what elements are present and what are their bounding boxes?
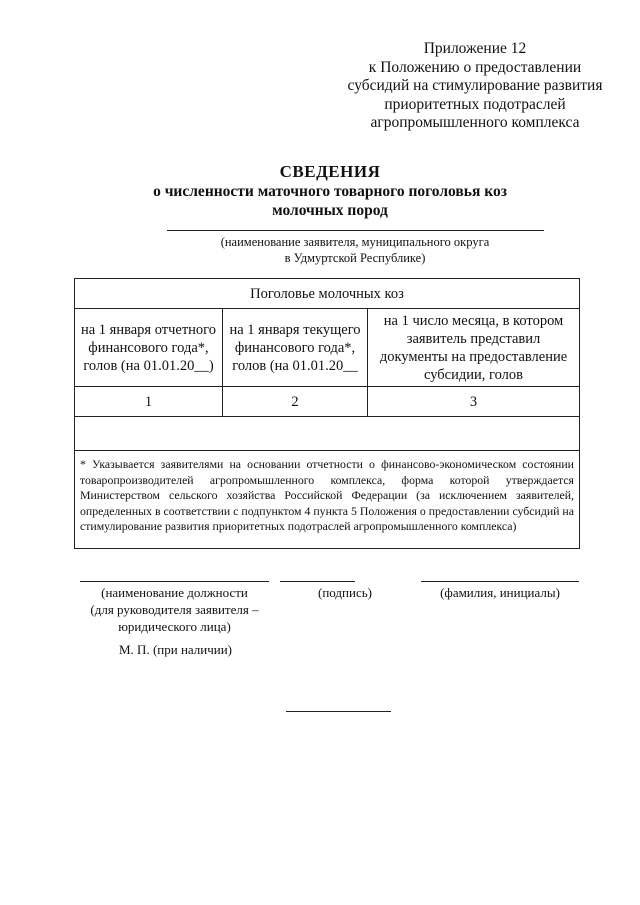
column-header-current-year: на 1 января текущего финансового года*, голов (на 01.01.20__ <box>229 321 361 374</box>
table-group-header: Поголовье молочных коз <box>250 285 404 302</box>
annex-line: Приложение 12 <box>423 40 527 57</box>
goat-count-table <box>74 278 580 549</box>
name-caption: (фамилия, инициалы) <box>440 585 560 600</box>
annex-line: субсидий на стимулирование развития <box>347 77 603 94</box>
end-separator-line <box>286 711 391 712</box>
stamp-place: М. П. (при наличии) <box>119 642 233 657</box>
applicant-caption-line2: в Удмуртской Республике) <box>284 250 426 265</box>
column-header-previous-year: на 1 января отчетного финансового года*, голов (на 01.01.20__) <box>80 321 217 374</box>
position-signature-line <box>80 581 269 582</box>
annex-header <box>330 40 620 133</box>
signature-caption: (подпись) <box>318 585 372 600</box>
column-number: 3 <box>469 393 478 410</box>
applicant-name-line <box>167 230 544 231</box>
title-subtitle-line2: молочных пород <box>272 202 388 219</box>
position-caption: (наименование должности (для руководителя заявителя – юридического лица) <box>90 585 259 634</box>
name-signature-line <box>421 581 579 582</box>
signature-line <box>280 581 355 582</box>
table-rule <box>75 450 579 451</box>
document-title <box>60 162 600 220</box>
title-heading: СВЕДЕНИЯ <box>279 162 381 181</box>
annex-line: к Положению о предоставлении <box>368 58 582 76</box>
applicant-caption <box>150 235 560 266</box>
column-number: 1 <box>144 393 153 410</box>
title-subtitle-line1: о численности маточного товарного поголовья коз <box>153 183 507 200</box>
applicant-caption-line1: (наименование заявителя, муниципального округа <box>220 235 490 249</box>
table-empty-data-row <box>75 417 579 450</box>
annex-line: агропромышленного комплекса <box>370 114 580 131</box>
column-number: 2 <box>291 393 299 410</box>
column-header-application-month: на 1 число месяца, в котором заявитель представил документы на предоставление субсидии, голов <box>379 312 568 383</box>
table-footnote: * Указывается заявителями на основании отчетности о финансово-экономическом состоянии товаропроизводителей агропромышленного комплекса, форма которой утверждается Министерством сельского хозяйства Российской Федерации (за исключением заявителей, определенных в соответствии с подпунктом 4 пункта 5 Положения о предоставлении субсидий на стимулирование развития приоритетных подотраслей агропромышленного комплекса) <box>80 457 574 533</box>
annex-line: приоритетных подотраслей <box>384 95 566 113</box>
